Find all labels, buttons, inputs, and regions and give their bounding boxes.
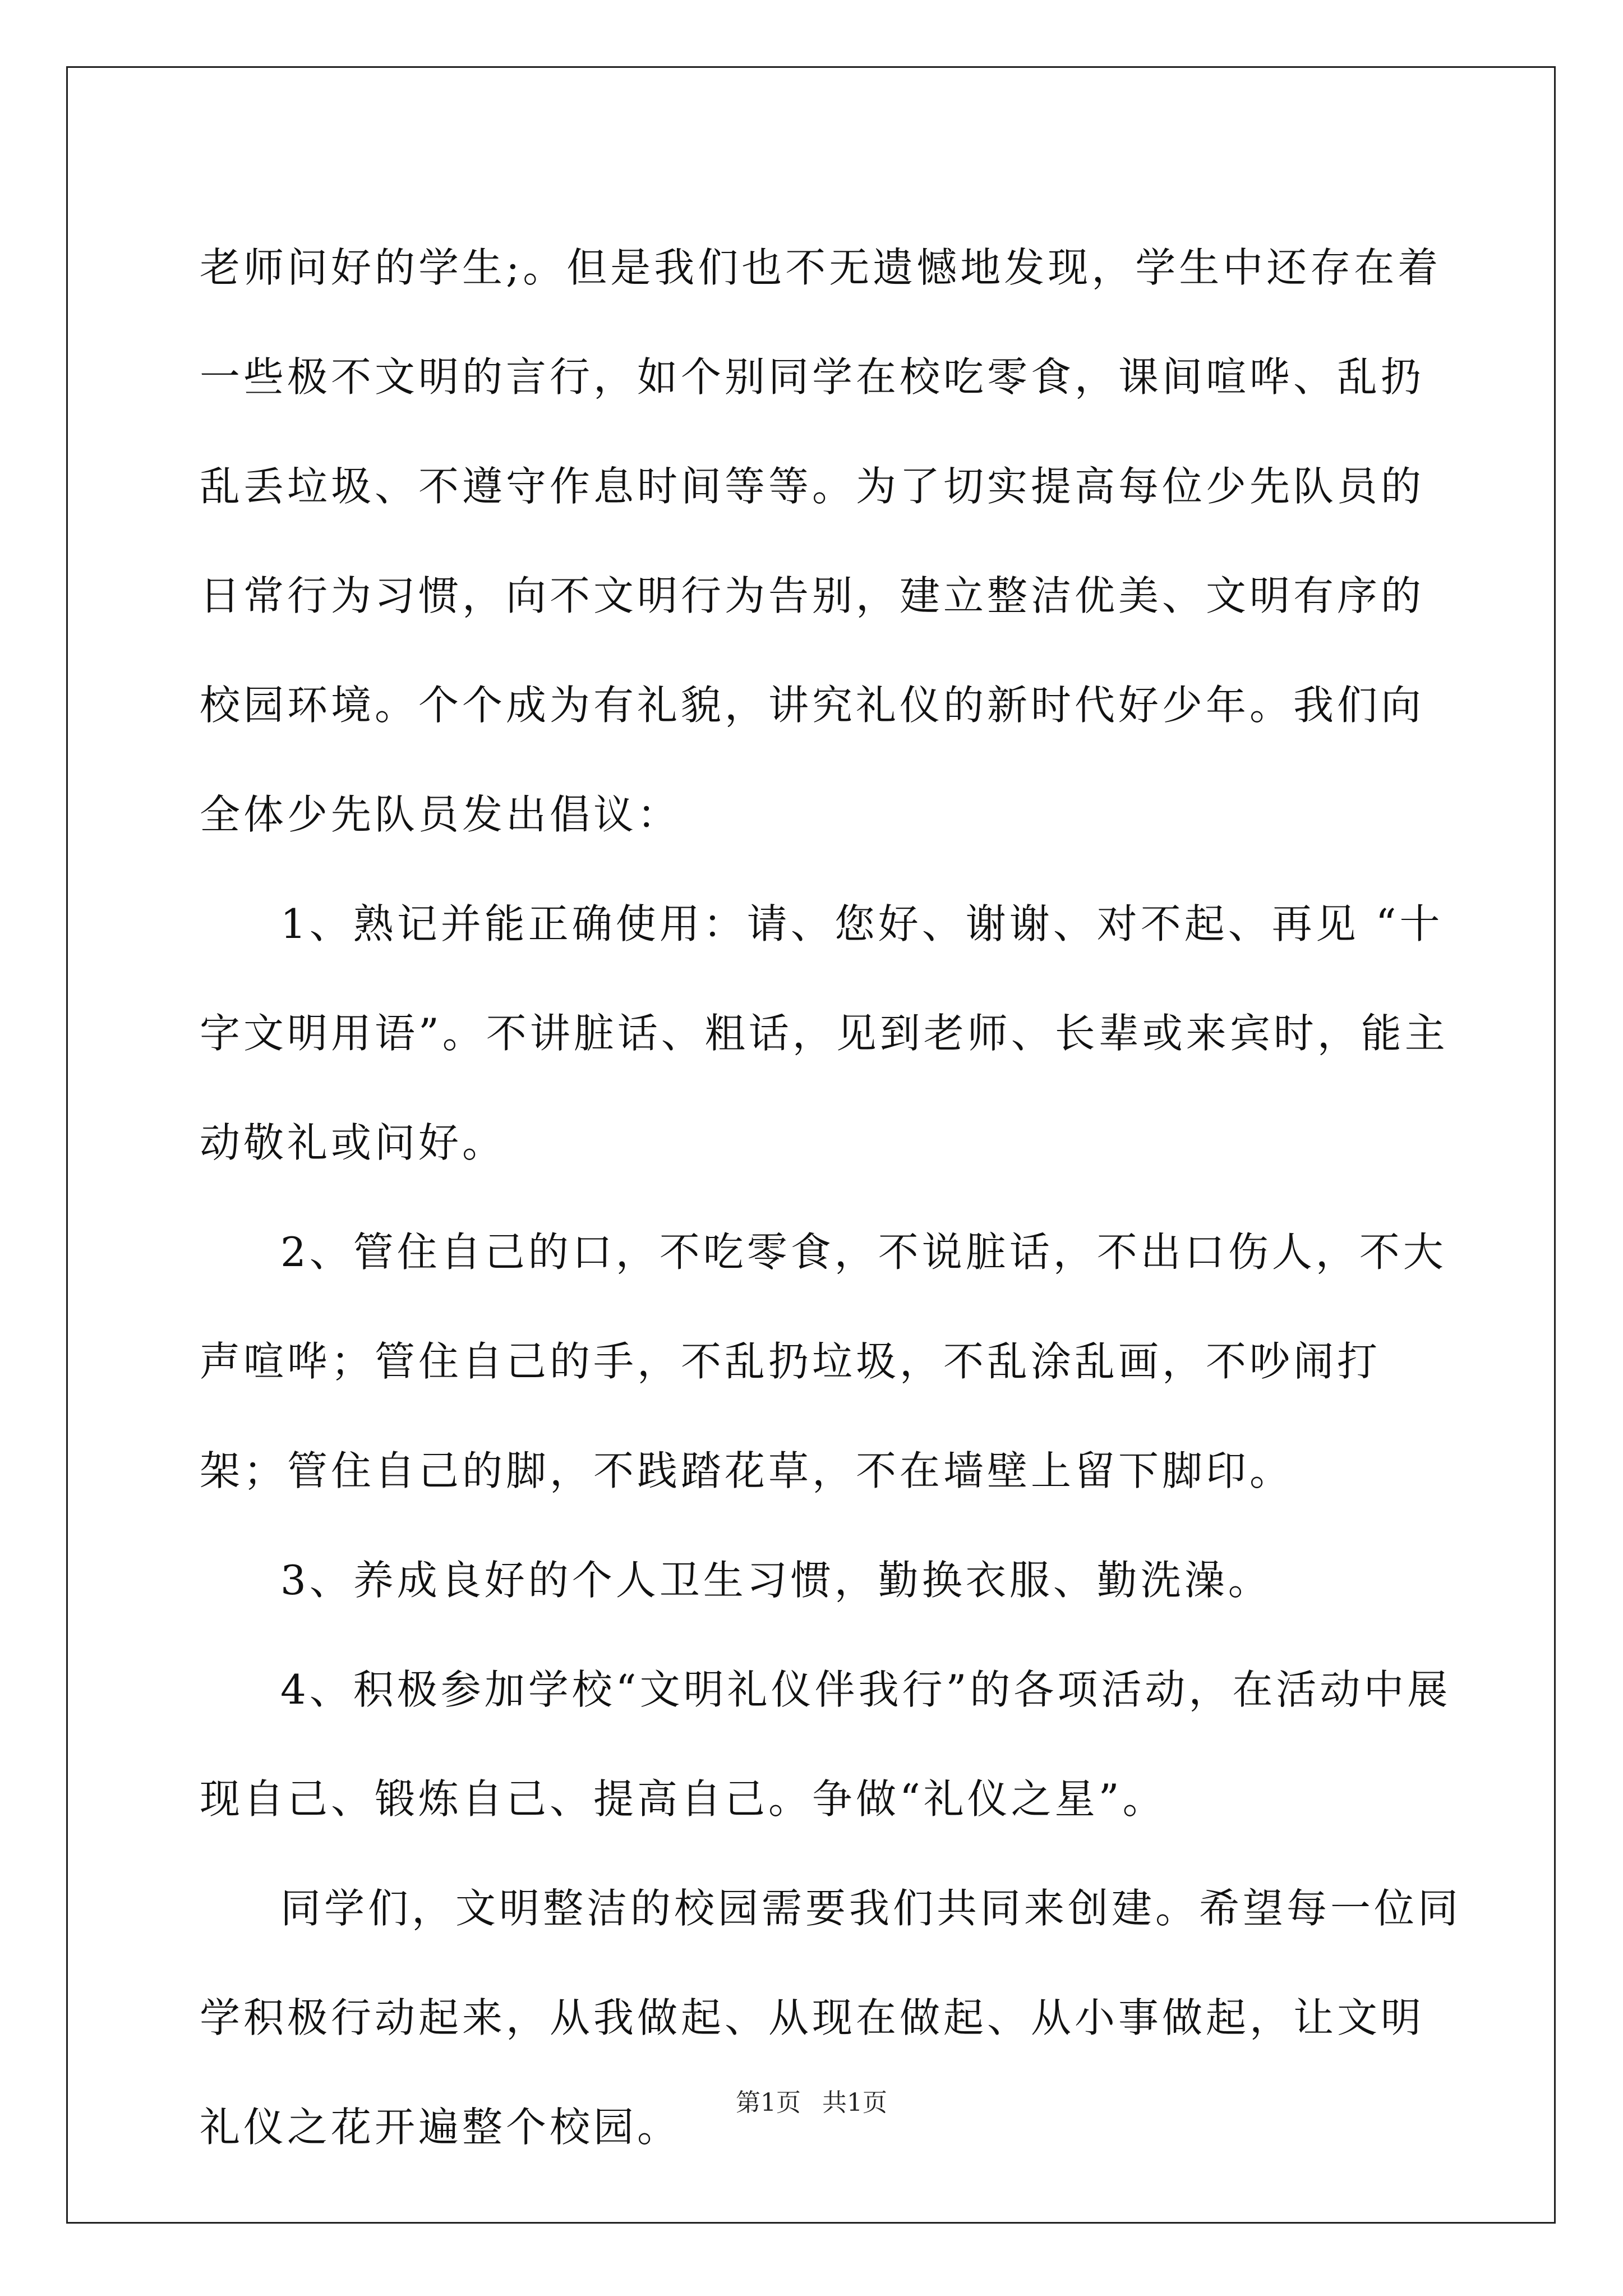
paragraph: 同学们，文明整洁的校园需要我们共同来创建。希望每一位同学积极行动起来，从我做起、从现在做起、从小事做起，让文明礼仪之花开遍整个校园。 bbox=[200, 1885, 1462, 2151]
page-total: 共1页 bbox=[822, 2088, 887, 2117]
paragraph: 2、管住自己的口，不吃零食，不说脏话，不出口伤人，不大声喧哗；管住自己的手，不乱扔垃圾，不乱涂乱画，不吵闹打架；管住自己的脚，不践踏花草，不在墙壁上留下脚印。 bbox=[200, 1228, 1447, 1494]
paragraph: 4、积极参加学校“文明礼仪伴我行”的各项活动，在活动中展现自己、锻炼自己、提高自己。争做“礼仪之星”。 bbox=[200, 1666, 1451, 1823]
paragraph: 3、养成良好的个人卫生习惯，勤换衣服、勤洗澡。 bbox=[280, 1557, 1272, 1604]
paragraph: 老师问好的学生;。但是我们也不无遗憾地发现，学生中还存在着一些极不文明的言行，如个别同学在校吃零食，课间喧哗、乱扔乱丢垃圾、不遵守作息时间等等。为了切实提高每位少先队员的日常行为习惯，向不文明行为告别，建立整洁优美、文明有序的校园环境。个个成为有礼貌，讲究礼仪的新时代好少年。我们向全体少先队员发出倡议： bbox=[200, 244, 1442, 838]
page-number: 第1页 bbox=[736, 2088, 801, 2117]
document-body bbox=[200, 213, 1461, 2182]
paragraph: 1、熟记并能正确使用：请、您好、谢谢、对不起、再见 “十字文明用语”。不讲脏话、粗话，见到老师、长辈或来宾时，能主动敬礼或问好。 bbox=[200, 900, 1449, 1166]
page-footer bbox=[0, 2082, 1623, 2118]
